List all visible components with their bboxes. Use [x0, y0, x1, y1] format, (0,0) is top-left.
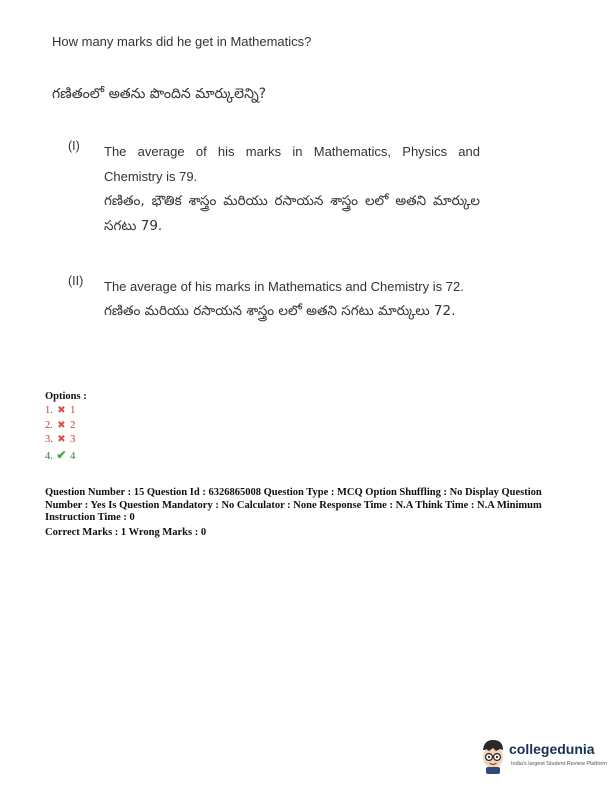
- option-value: 2: [70, 419, 76, 431]
- statement-english: The average of his marks in Mathematics and Chemistry is 72.: [104, 279, 464, 294]
- option-value: 3: [70, 434, 76, 445]
- option-index: 2.: [45, 419, 53, 431]
- statement-english: The average of his marks in Mathematics, Physics and Chemistry is 79.: [104, 144, 480, 184]
- option-index: 1.: [45, 405, 53, 416]
- question-english: How many marks did he get in Mathematics?: [52, 34, 312, 49]
- option-value: 1: [70, 405, 76, 416]
- marks-line: Correct Marks : 1 Wrong Marks : 0: [45, 526, 207, 538]
- statement-number: (II): [68, 274, 84, 288]
- statement-1: [68, 139, 480, 239]
- option-3: [45, 433, 87, 448]
- statement-telugu: గణితం మరియు రసాయన శాస్త్రం లలో అతని సగటు మార్కులు 72.: [104, 303, 456, 319]
- question-meta-line: Question Number : 15 Question Id : 6326865008 Question Type : MCQ Option Shuffling : No Display Question Number : Yes Is Question Mandatory : No Calculator : None Response Time : N.A Think Time : N.A Minimum Instruction Time : 0: [45, 487, 542, 523]
- cross-icon: ✖: [57, 434, 66, 445]
- collegedunia-logo: [478, 738, 607, 778]
- question-meta: [45, 487, 565, 539]
- question-telugu: గణితంలో అతను పొందిన మార్కులెన్ని?: [52, 86, 267, 102]
- cross-icon: ✖: [57, 419, 66, 431]
- option-index: 3.: [45, 434, 53, 445]
- option-1: [45, 404, 87, 419]
- options-title: Options :: [45, 391, 87, 402]
- check-icon: ✔: [56, 447, 67, 462]
- options-block: [45, 391, 87, 464]
- option-index: 4.: [45, 450, 53, 462]
- option-value: 4: [70, 450, 76, 462]
- logo-tagline: India's largest Student Review Platform: [511, 761, 607, 767]
- statement-2: [68, 274, 480, 324]
- mascot-face-icon: [478, 738, 508, 774]
- logo-brand: collegedunia: [509, 741, 595, 757]
- option-4: [45, 448, 87, 465]
- cross-icon: ✖: [57, 405, 66, 416]
- statement-number: (I): [68, 139, 80, 153]
- option-2: [45, 419, 87, 434]
- statement-telugu: గణితం, భౌతిక శాస్త్రం మరియు రసాయన శాస్త్రం లలో అతని మార్కుల సగటు 79.: [104, 193, 480, 234]
